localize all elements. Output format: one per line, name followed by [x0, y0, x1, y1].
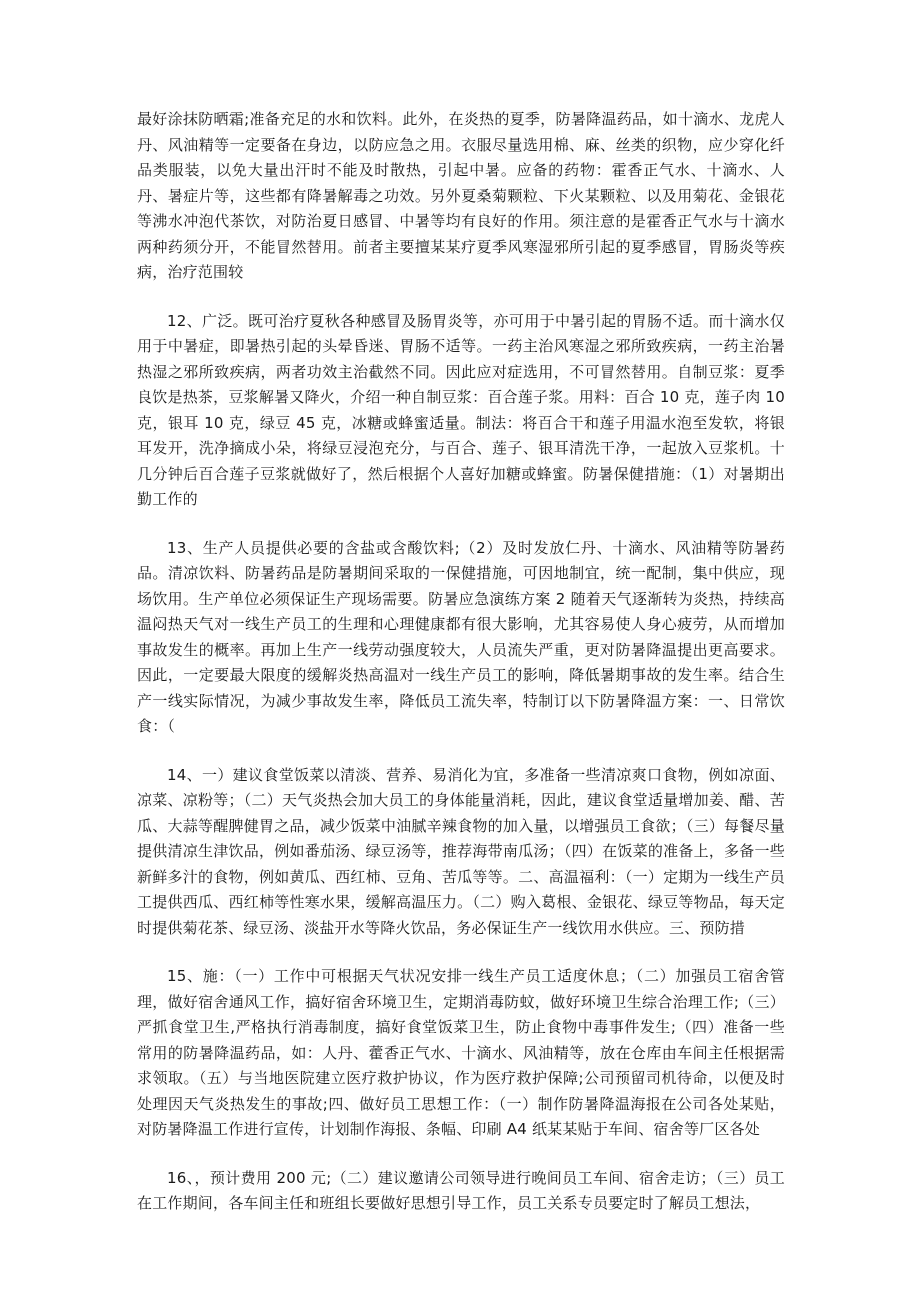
paragraph-continuation: 最好涂抹防晒霜;准备充足的水和饮料。此外，在炎热的夏季，防暑降温药品，如十滴水、龙虎人丹、风油精等一定要备在身边，以防应急之用。衣服尽量选用棉、麻、丝类的织物，应少穿化纤品类服装，以免大量出汗时不能及时散热，引起中暑。应备的药物：霍香正气水、十滴水、人丹、暑症片等，这些都有降暑解毒之功效。另外夏桑菊颗粒、下火某颗粒、以及用菊花、金银花等沸水冲泡代茶饮，对防治夏日感冒、中暑等均有良好的作用。须注意的是霍香正气水与十滴水两种药须分开，不能冒然替用。前者主要擅某某疗夏季风寒湿邪所引起的夏季感冒，胃肠炎等疾病，治疗范围较: [137, 110, 785, 281]
paragraph-15: 15、施：（一）工作中可根据天气状况安排一线生产员工适度休息；（二）加强员工宿舍管理，做好宿舍通风工作，搞好宿舍环境卫生，定期消毒防蚊，做好环境卫生综合治理工作;（三）严抓食堂卫生,严格执行消毒制度，搞好食堂饭菜卫生，防止食物中毒事件发生;（四）准备一些常用的防暑降温药品，如：人丹、藿香正气水、十滴水、风油精等，放在仓库由车间主任根据需求领取。（五）与当地医院建立医疗救护协议，作为医疗救护保障;公司预留司机待命，以便及时处理因天气炎热发生的事故;四、做好员工思想工作：（一）制作防暑降温海报在公司各处某贴，对防暑降温工作进行宣传，计划制作海报、条幅、印刷 A4 纸某某贴于车间、宿舍等厂区各处: [137, 967, 785, 1138]
paragraph-14: 14、一）建议食堂饭菜以清淡、营养、易消化为宜，多准备一些清凉爽口食物，例如凉面、凉菜、凉粉等；（二）天气炎热会加大员工的身体能量消耗，因此，建议食堂适量增加姜、醋、苦瓜、大蒜等醒脾健胃之品，减少饭菜中油腻辛辣食物的加入量，以增强员工食欲；（三）每餐尽量提供清凉生津饮品，例如番茄汤、绿豆汤等，推荐海带南瓜汤；（四）在饭菜的准备上，多备一些新鲜多汁的食物，例如黄瓜、西红柿、豆角、苦瓜等等。二、高温福利：（一）定期为一线生产员工提供西瓜、西红柿等性寒水果，缓解高温压力。（二）购入葛根、金银花、绿豆等物品，每天定时提供菊花茶、绿豆汤、淡盐开水等降火饮品，务必保证生产一线饮用水供应。三、预防措: [137, 765, 785, 937]
paragraph-16: 16、，预计费用 200 元;（二）建议邀请公司领导进行晚间员工车间、宿舍走访；（三）员工在工作期间，各车间主任和班组长要做好思想引导工作，员工关系专员要定时了解员工想法，: [137, 1168, 785, 1212]
paragraph-13: 13、生产人员提供必要的含盐或含酸饮料;（2）及时发放仁丹、十滴水、风油精等防暑药品。清凉饮料、防暑药品是防暑期间采取的一保健措施，可因地制宜，统一配制，集中供应，现场饮用。生产单位必须保证生产现场需要。防暑应急演练方案 2 随着天气逐渐转为炎热，持续高温闷热天气对一线生产员工的生理和心理健康都有很大影响，尤其容易使人身心疲劳，从而增加事故发生的概率。再加上生产一线劳动强度较大，人员流失严重，更对防暑降温提出更高要求。因此，一定要最大限度的缓解炎热高温对一线生产员工的影响，降低暑期事故的发生率。结合生产一线实际情况，为减少事故发生率，降低员工流失率，特制订以下防暑降温方案：一、日常饮食：（: [137, 538, 785, 735]
paragraph-12: 12、广泛。既可治疗夏秋各种感冒及肠胃炎等，亦可用于中暑引起的胃肠不适。而十滴水仅用于中暑症，即暑热引起的头晕昏迷、胃肠不适等。一药主治风寒湿之邪所致疾病，一药主治暑热湿之邪所致疾病，两者功效主治截然不同。因此应对症选用，不可冒然替用。自制豆浆：夏季良饮是热茶，豆浆解暑又降火，介绍一种自制豆浆：百合莲子浆。用料：百合 10 克，莲子肉 10 克，银耳 10 克，绿豆 45 克，冰糖或蜂蜜适量。制法：将百合干和莲子用温水泡至发软，将银耳发开，洗净摘成小朵，将绿豆浸泡充分，与百合、莲子、银耳清洗干净，一起放入豆浆机。十几分钟后百合莲子豆浆就做好了，然后根据个人喜好加糖或蜂蜜。防暑保健措施：（1）对暑期出勤工作的: [137, 311, 785, 508]
